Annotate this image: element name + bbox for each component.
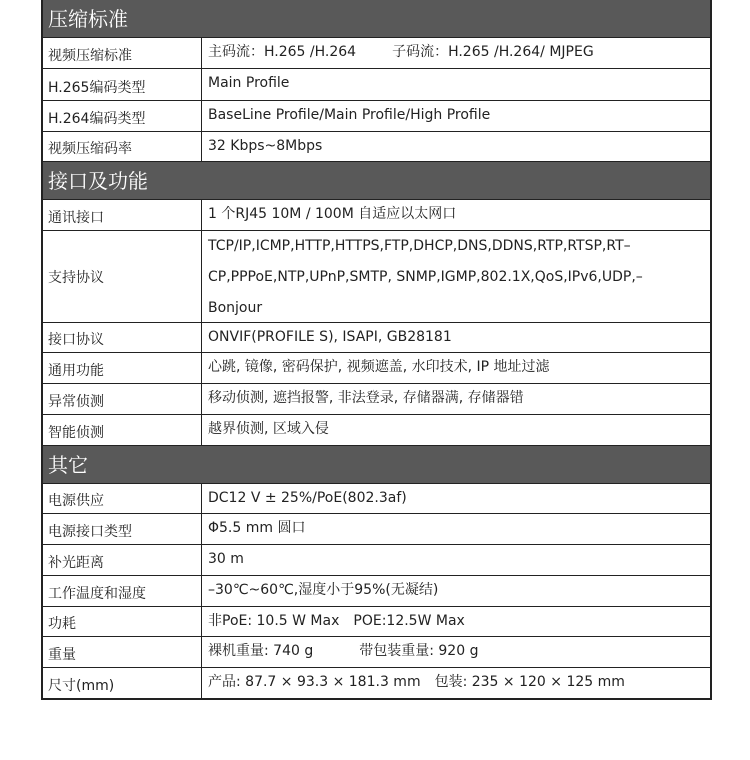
row-value: Main Profile: [208, 75, 290, 91]
table-row: [43, 200, 710, 231]
sub-stream-value: 子码流：H.265 /H.264/ MJPEG: [392, 44, 594, 60]
row-value: 30 m: [208, 551, 244, 567]
protocol-line: CP,PPPoE,NTP,UPnP,SMTP, SNMP,IGMP,802.1X,QoS,IPv6,UDP,–: [208, 269, 643, 285]
protocol-line: TCP/IP,ICMP,HTTP,HTTPS,FTP,DHCP,DNS,DDNS,RTP,RTSP,RT–: [208, 238, 631, 254]
row-value: Φ5.5 mm 圆口: [208, 520, 306, 536]
section-header-compression: 压缩标准: [43, 0, 710, 38]
row-value: BaseLine Profile/Main Profile/High Profile: [208, 107, 491, 123]
package-size: 包装: 235 × 120 × 125 mm: [434, 674, 625, 690]
product-size: 产品: 87.7 × 93.3 × 181.3 mm: [208, 674, 421, 690]
non-poe-power: 非PoE: 10.5 W Max: [208, 613, 340, 629]
table-row: [43, 69, 710, 101]
section-header-other: 其它: [43, 446, 710, 484]
table-row: [43, 514, 710, 545]
table-row: [43, 353, 710, 384]
table-row: [43, 415, 710, 446]
row-label: 电源接口类型: [43, 514, 202, 544]
table-row: [43, 576, 710, 607]
row-label: H.265编码类型: [43, 69, 202, 100]
row-value: 心跳, 镜像, 密码保护, 视频遮盖, 水印技术, IP 地址过滤: [208, 359, 550, 375]
row-label: 通用功能: [43, 353, 202, 383]
spec-table: [41, 0, 712, 700]
table-row: [43, 607, 710, 637]
protocol-line: Bonjour: [208, 300, 263, 316]
row-label: 通讯接口: [43, 200, 202, 230]
row-label: 电源供应: [43, 484, 202, 513]
row-label: 异常侦测: [43, 384, 202, 414]
row-value: DC12 V ± 25%/PoE(802.3af): [208, 490, 407, 506]
table-row: [43, 132, 710, 162]
table-row: [43, 545, 710, 576]
net-weight: 裸机重量: 740 g: [208, 643, 314, 659]
row-value: [202, 637, 710, 667]
row-label: 智能侦测: [43, 415, 202, 445]
poe-power: POE:12.5W Max: [353, 613, 465, 629]
table-row: [43, 323, 710, 353]
row-value: [202, 607, 710, 636]
row-label: 重量: [43, 637, 202, 667]
gross-weight: 带包装重量: 920 g: [359, 643, 479, 659]
table-row: [43, 637, 710, 668]
row-label: 接口协议: [43, 323, 202, 352]
row-label: 视频压缩码率: [43, 132, 202, 161]
row-value: 1 个RJ45 10M / 100M 自适应以太网口: [208, 206, 457, 222]
row-label: 功耗: [43, 607, 202, 636]
row-value: [202, 231, 710, 322]
row-label: 尺寸(mm): [43, 668, 202, 698]
main-stream-value: 主码流：H.265 /H.264: [208, 44, 357, 60]
table-row: [43, 484, 710, 514]
row-value: 移动侦测, 遮挡报警, 非法登录, 存储器满, 存储器错: [208, 390, 524, 406]
table-row: [43, 384, 710, 415]
row-label: 补光距离: [43, 545, 202, 575]
row-value: –30℃~60℃,湿度小于95%(无凝结): [208, 582, 439, 598]
row-label: H.264编码类型: [43, 101, 202, 131]
table-row: [43, 231, 710, 323]
table-row: [43, 668, 710, 698]
row-value: ONVIF(PROFILE S), ISAPI, GB28181: [208, 329, 452, 345]
row-value: 32 Kbps~8Mbps: [208, 138, 323, 154]
table-row: [43, 38, 710, 69]
row-value: 越界侦测, 区域入侵: [208, 421, 329, 437]
row-label: 支持协议: [43, 231, 202, 322]
section-header-interfaces: 接口及功能: [43, 162, 710, 200]
table-row: [43, 101, 710, 132]
row-label: 工作温度和湿度: [43, 576, 202, 606]
row-value: [202, 38, 710, 68]
row-value: [202, 668, 710, 698]
row-label: 视频压缩标准: [43, 38, 202, 68]
